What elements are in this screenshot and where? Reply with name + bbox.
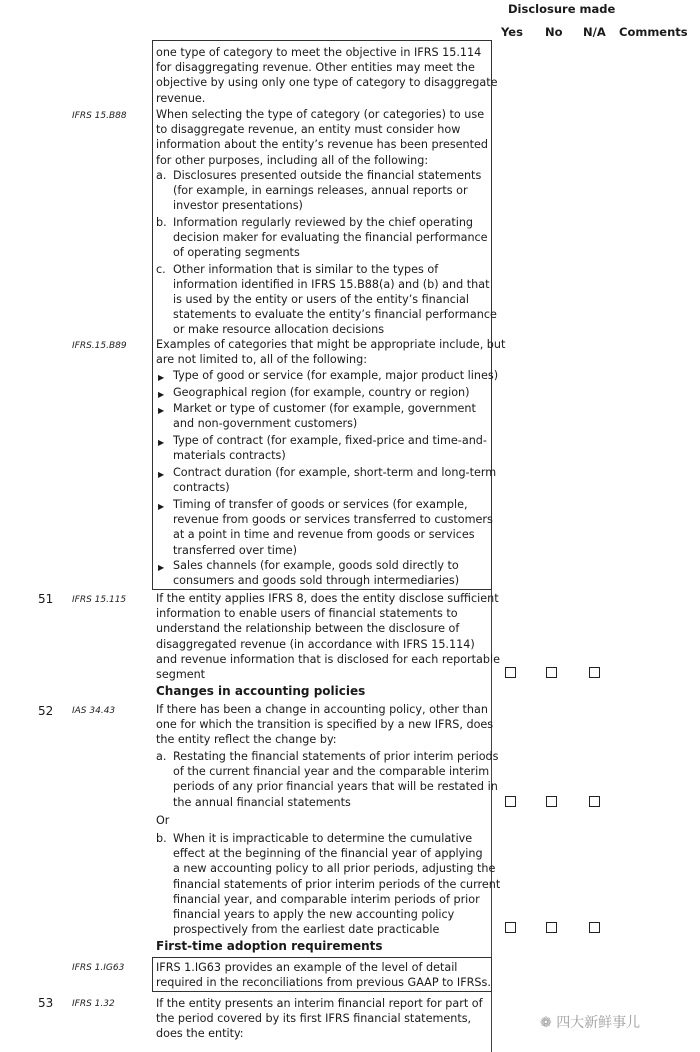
b89-item-line: revenue from goods or services transferred to customers bbox=[173, 513, 493, 527]
ig63-line: required in the reconciliations from previous GAAP to IFRSs. bbox=[156, 976, 491, 990]
ig63-reference: IFRS 1.IG63 bbox=[72, 963, 125, 973]
b88-intro-line: to disaggregate revenue, an entity must consider how bbox=[156, 123, 461, 137]
b89-item-line: Type of good or service (for example, major product lines) bbox=[173, 369, 499, 382]
q52-b-line: a new accounting policy to all prior periods, adjusting the bbox=[173, 862, 496, 876]
q52-b-line: prospectively from the earliest date practicable bbox=[173, 923, 440, 937]
q51-line: segment bbox=[156, 668, 206, 681]
no-column-header: No bbox=[545, 25, 563, 39]
disclosure-made-header: Disclosure made bbox=[508, 2, 616, 16]
q53-line: the period covered by its first IFRS financial statements, bbox=[156, 1012, 472, 1026]
top-block-line: objective by using only one type of category to disaggregate bbox=[156, 76, 498, 90]
b89-item-line: Contract duration (for example, short-term and long-term bbox=[173, 466, 497, 479]
b88-item-marker: a. bbox=[156, 169, 167, 182]
yes-column-header: Yes bbox=[501, 25, 523, 39]
question-number-52: 52 bbox=[38, 704, 54, 718]
b88-item-marker: b. bbox=[156, 215, 167, 229]
q53-line: If the entity presents an interim financial report for part of bbox=[156, 997, 483, 1010]
q52-a-na-checkbox[interactable] bbox=[589, 796, 600, 807]
bullet-triangle-icon: ▶ bbox=[158, 390, 165, 399]
bullet-triangle-icon: ▶ bbox=[158, 373, 165, 382]
q53-line: does the entity: bbox=[156, 1027, 244, 1041]
ig63-box bbox=[152, 957, 492, 992]
b88-item-line: of operating segments bbox=[173, 246, 300, 260]
b89-item-line: and non-government customers) bbox=[173, 417, 358, 431]
q52-line: If there has been a change in accounting policy, other than bbox=[156, 703, 488, 716]
q52-b-no-checkbox[interactable] bbox=[546, 922, 557, 933]
q52-b-line: financial statements of prior interim periods of the current bbox=[173, 877, 501, 891]
b89-intro-line: are not limited to, all of the following: bbox=[156, 353, 367, 367]
b89-item-line: transferred over time) bbox=[173, 543, 298, 557]
question-number-51: 51 bbox=[38, 592, 54, 606]
q51-line: disaggregated revenue (in accordance with IFRS 15.114) bbox=[156, 637, 475, 651]
q51-yes-checkbox[interactable] bbox=[505, 667, 516, 678]
q51-line: information to enable users of financial statements to bbox=[156, 607, 458, 621]
q51-line: understand the relationship between the disclosure of bbox=[156, 622, 460, 636]
b88-item-line: statements to evaluate the entity’s financial performance bbox=[173, 308, 497, 322]
ig63-line: IFRS 1.IG63 provides an example of the level of detail bbox=[156, 961, 458, 974]
b88-item-line: decision maker for evaluating the financial performance bbox=[173, 231, 488, 244]
q52-line: one for which the transition is specified by a new IFRS, does bbox=[156, 718, 494, 732]
q52-line: the entity reflect the change by: bbox=[156, 733, 337, 747]
q52-b-line: effect at the beginning of the financial year of applying bbox=[173, 847, 483, 861]
q51-no-checkbox[interactable] bbox=[546, 667, 557, 678]
b88-item-marker: c. bbox=[156, 262, 166, 276]
q51-line: and revenue information that is disclosed for each reportable bbox=[156, 652, 500, 666]
q52-a-no-checkbox[interactable] bbox=[546, 796, 557, 807]
q52-b-na-checkbox[interactable] bbox=[589, 922, 600, 933]
b88-intro-line: When selecting the type of category (or categories) to use bbox=[156, 108, 485, 121]
q52-b-line: financial year, and comparable interim periods of prior bbox=[173, 892, 480, 906]
q51-line: If the entity applies IFRS 8, does the entity disclose sufficient bbox=[156, 592, 499, 605]
b88-reference: IFRS 15.B88 bbox=[72, 111, 127, 121]
q52-a-yes-checkbox[interactable] bbox=[505, 796, 516, 807]
b88-item-line: or make resource allocation decisions bbox=[173, 323, 385, 337]
q52-a-marker: a. bbox=[156, 750, 167, 763]
bullet-triangle-icon: ▶ bbox=[158, 563, 165, 572]
b89-item-line: materials contracts) bbox=[173, 449, 286, 463]
b89-item-line: Geographical region (for example, country or region) bbox=[173, 386, 470, 399]
q52-a-line: of the current financial year and the comparable interim bbox=[173, 765, 490, 779]
b88-item-line: is used by the entity or users of the entity’s financial bbox=[173, 293, 469, 306]
bullet-triangle-icon: ▶ bbox=[158, 438, 165, 447]
b89-intro-line: Examples of categories that might be appropriate include, but bbox=[156, 338, 506, 351]
q52-b-line: financial years to apply the new accounting policy bbox=[173, 908, 455, 921]
q52-or: Or bbox=[156, 814, 170, 827]
b89-item-line: Type of contract (for example, fixed-price and time-and- bbox=[173, 434, 487, 447]
q51-na-checkbox[interactable] bbox=[589, 667, 600, 678]
top-block-line: one type of category to meet the objective in IFRS 15.114 bbox=[156, 46, 482, 59]
section-heading-first-time: First-time adoption requirements bbox=[156, 939, 383, 953]
q52-a-line: the annual financial statements bbox=[173, 795, 351, 809]
section-heading-policies: Changes in accounting policies bbox=[156, 684, 366, 698]
b89-reference: IFRS.15.B89 bbox=[72, 341, 127, 351]
b89-item-line: Sales channels (for example, goods sold directly to bbox=[173, 559, 459, 572]
b88-item-line: (for example, in earnings releases, annual reports or bbox=[173, 184, 468, 198]
q52-reference: IAS 34.43 bbox=[72, 706, 116, 716]
b89-item-line: consumers and goods sold through intermediaries) bbox=[173, 574, 460, 588]
q52-b-marker: b. bbox=[156, 832, 167, 845]
b88-item-line: investor presentations) bbox=[173, 199, 303, 213]
bullet-triangle-icon: ▶ bbox=[158, 406, 165, 415]
b88-intro-line: for other purposes, including all of the following: bbox=[156, 153, 429, 167]
b88-item-line: Disclosures presented outside the financial statements bbox=[173, 169, 482, 182]
top-block-line: revenue. bbox=[156, 91, 206, 105]
question-number-53: 53 bbox=[38, 996, 54, 1010]
b89-item-line: at a point in time and revenue from goods or services bbox=[173, 528, 475, 542]
b89-item-line: contracts) bbox=[173, 481, 230, 495]
bullet-triangle-icon: ▶ bbox=[158, 470, 165, 479]
bullet-triangle-icon: ▶ bbox=[158, 502, 165, 511]
wechat-icon: ❁ bbox=[540, 1015, 552, 1031]
q52-a-line: Restating the financial statements of prior interim periods bbox=[173, 750, 499, 763]
q52-b-line: When it is impracticable to determine the cumulative bbox=[173, 832, 473, 845]
q53-reference: IFRS 1.32 bbox=[72, 999, 115, 1009]
q52-a-line: periods of any prior financial years that will be restated in bbox=[173, 780, 498, 794]
q51-reference: IFRS 15.115 bbox=[72, 595, 127, 605]
b88-intro-line: information about the entity’s revenue has been presented bbox=[156, 138, 489, 152]
na-column-header: N/A bbox=[583, 25, 606, 39]
b88-item-line: Information regularly reviewed by the chief operating bbox=[173, 215, 474, 229]
b89-item-line: Timing of transfer of goods or services (for example, bbox=[173, 498, 468, 511]
b88-item-line: Other information that is similar to the types of bbox=[173, 262, 439, 276]
top-block-line: for disaggregating revenue. Other entities may meet the bbox=[156, 61, 475, 75]
watermark: ❁ 四大新鲜事儿 bbox=[540, 1015, 641, 1031]
b88-item-line: information identified in IFRS 15.B88(a) and (b) and that bbox=[173, 277, 490, 291]
b89-item-line: Market or type of customer (for example, government bbox=[173, 402, 476, 415]
q52-b-yes-checkbox[interactable] bbox=[505, 922, 516, 933]
comments-column-header: Comments bbox=[619, 25, 688, 39]
